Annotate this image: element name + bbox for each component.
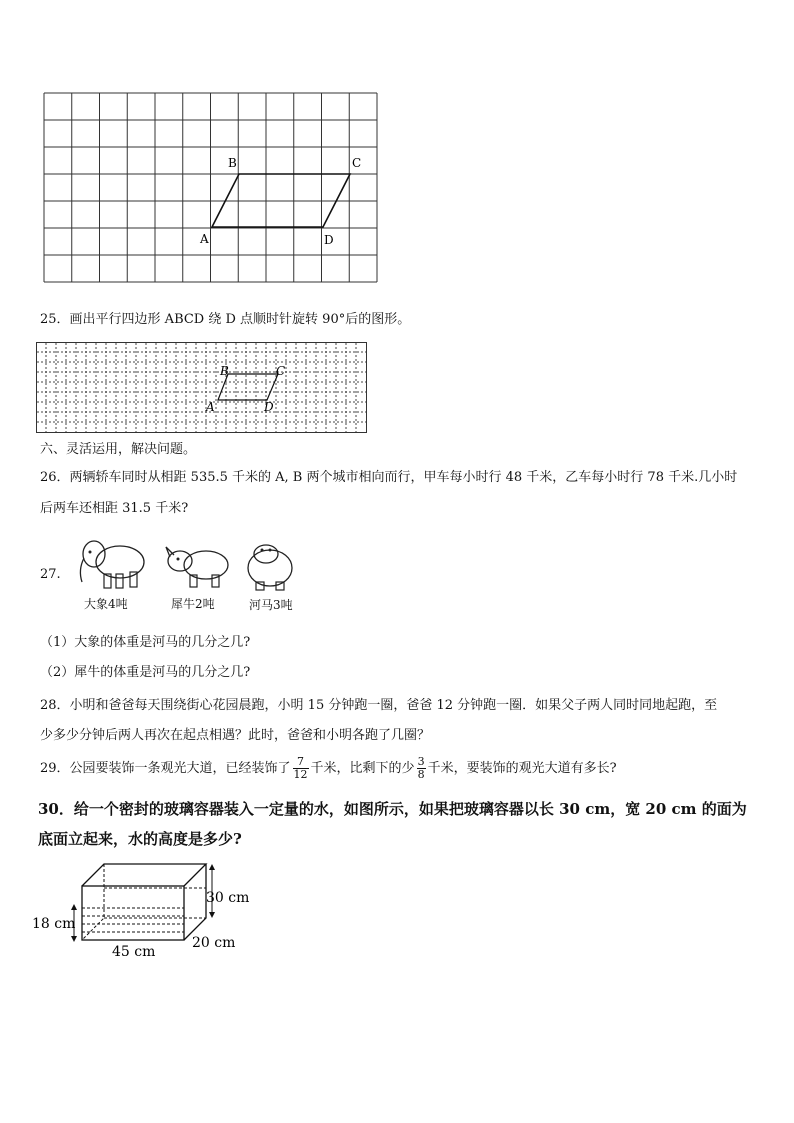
container-svg <box>32 856 262 964</box>
vertex-label-a: A <box>200 232 209 246</box>
figure-dotted-grid <box>36 342 368 434</box>
fraction-numerator: 7 <box>293 756 309 769</box>
question-29-part1: 29．公园要装饰一条观光大道，已经装饰了 <box>40 761 291 776</box>
question-29 <box>40 756 617 782</box>
rhino-caption: 犀牛2吨 <box>171 597 215 611</box>
question-27-sub1: （1）大象的体重是河马的几分之几? <box>40 635 251 650</box>
question-26-line1: 26．两辆轿车同时从相距 535.5 千米的 A, B 两个城市相向而行，甲车每小时行 48 千米，乙车每小时行 78 千米.几小时 <box>40 470 738 485</box>
hippo-caption: 河马3吨 <box>249 598 293 612</box>
question-30-line1: 30．给一个密封的玻璃容器装入一定量的水，如图所示，如果把玻璃容器以长 30 cm，宽 20 cm 的面为 <box>38 800 747 818</box>
rhino-image <box>160 537 240 593</box>
small-vertex-label-b: B <box>220 364 229 378</box>
hippo-image <box>238 538 302 594</box>
elephant-image <box>70 532 152 594</box>
question-26-line2: 后两车还相距 31.5 千米? <box>40 501 189 516</box>
figure-glass-container <box>32 856 262 964</box>
question-28-line1: 28．小明和爸爸每天围绕街心花园晨跑，小明 15 分钟跑一圈，爸爸 12 分钟跑一圈．如果父子两人同时同地起跑，至 <box>40 698 718 713</box>
fraction-denominator: 12 <box>293 768 308 781</box>
question-27-sub2: （2）犀牛的体重是河马的几分之几? <box>40 665 251 680</box>
vertex-label-b: B <box>228 156 237 170</box>
elephant-icon <box>70 532 152 594</box>
fraction-denominator: 8 <box>417 768 425 781</box>
rhino-icon <box>160 537 240 593</box>
dim-water-label: 18 cm <box>32 916 76 932</box>
dim-height-label: 30 cm <box>206 890 250 906</box>
question-28-line2: 少多少分钟后两人再次在起点相遇？此时，爸爸和小明各跑了几圈？ <box>40 728 431 743</box>
question-29-part3: 千米，要装饰的观光大道有多长? <box>427 761 617 776</box>
elephant-caption: 大象4吨 <box>84 597 128 611</box>
question-25: 25．画出平行四边形 ABCD 绕 D 点顺时针旋转 90°后的图形。 <box>40 312 411 327</box>
fraction-3-8 <box>417 756 426 781</box>
fraction-7-12 <box>293 756 309 781</box>
vertex-label-c: C <box>352 156 362 170</box>
hippo-icon <box>238 538 302 594</box>
small-vertex-label-c: C <box>276 364 286 378</box>
question-29-part2: 千米，比剩下的少 <box>310 761 415 776</box>
question-27-number: 27. <box>40 567 61 582</box>
small-vertex-label-a: A <box>206 400 215 414</box>
grid-svg <box>42 92 382 284</box>
vertex-label-d: D <box>324 233 334 247</box>
section-heading: 六、灵活运用，解决问题。 <box>40 442 197 457</box>
dotted-grid-svg <box>36 342 368 434</box>
fraction-numerator: 3 <box>417 755 425 768</box>
figure-grid-parallelogram <box>42 92 382 284</box>
dim-width-label: 20 cm <box>192 935 236 951</box>
small-vertex-label-d: D <box>264 400 274 414</box>
dim-length-label: 45 cm <box>112 944 156 960</box>
question-30-line2: 底面立起来，水的高度是多少? <box>38 830 242 848</box>
